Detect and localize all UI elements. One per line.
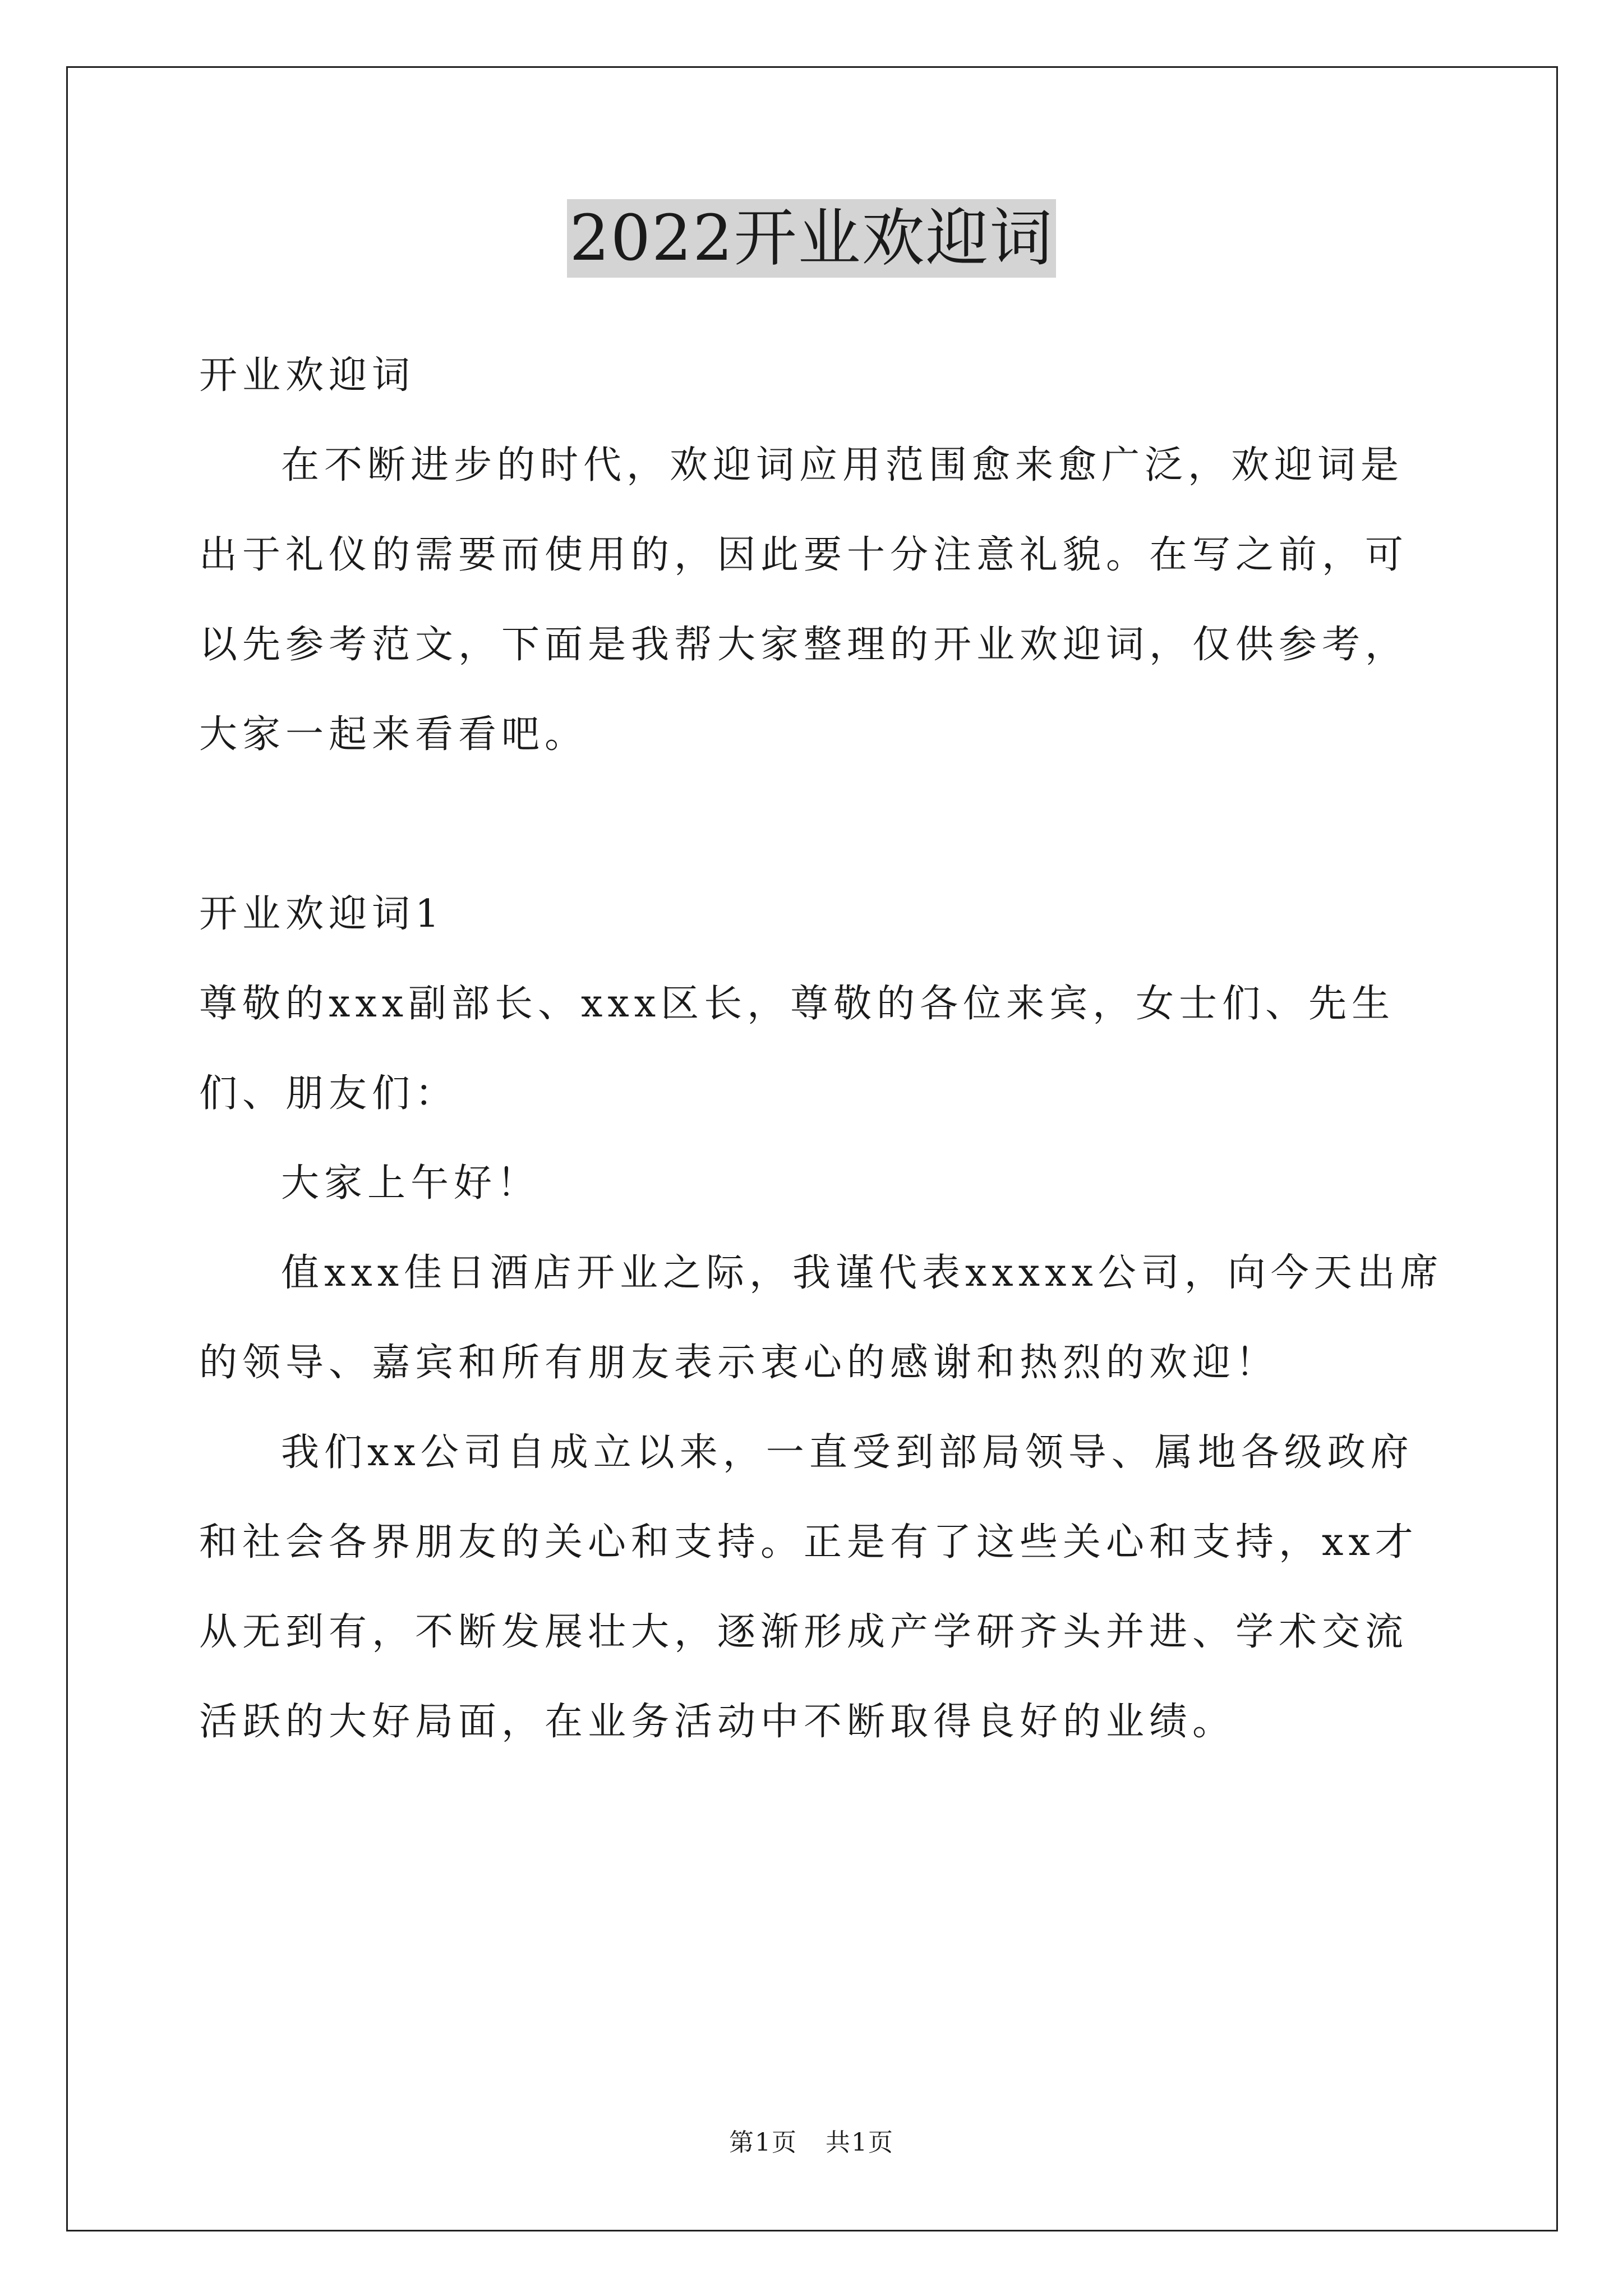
page-number: 第1页	[729, 2128, 797, 2157]
section-title: 开业欢迎词1	[199, 892, 445, 936]
document-body	[199, 331, 1444, 1767]
intro-paragraph: 在不断进步的时代，欢迎词应用范围愈来愈广泛，欢迎词是出于礼仪的需要而使用的，因此要十分注意礼貌。在写之前，可以先参考范文，下面是我帮大家整理的开业欢迎词，仅供参考，大家一起来看看吧。	[199, 443, 1409, 757]
paragraph-1: 值xxx佳日酒店开业之际，我谨代表xxxxx公司，向今天出席的领导、嘉宾和所有朋友表示衷心的感谢和热烈的欢迎！	[199, 1251, 1444, 1385]
title-container	[0, 199, 1623, 278]
paragraph-2: 我们xx公司自成立以来，一直受到部局领导、属地各级政府和社会各界朋友的关心和支持。正是有了这些关心和支持，xx才从无到有，不断发展壮大，逐渐形成产学研齐头并进、学术交流活跃的大好局面，在业务活动中不断取得良好的业绩。	[199, 1430, 1418, 1744]
heading: 开业欢迎词	[199, 353, 416, 398]
page-total: 共1页	[826, 2128, 894, 2157]
document-title: 2022开业欢迎词	[567, 199, 1055, 278]
greeting: 大家上午好！	[281, 1161, 541, 1205]
spacer	[199, 780, 1444, 869]
page-footer	[0, 2126, 1623, 2160]
salutation: 尊敬的xxx副部长、xxx区长，尊敬的各位来宾，女士们、先生们、朋友们：	[199, 982, 1395, 1116]
